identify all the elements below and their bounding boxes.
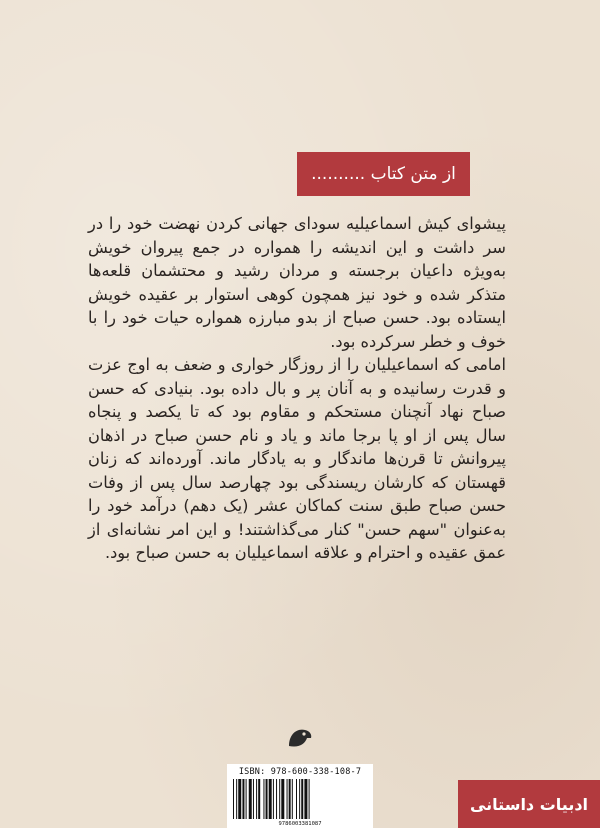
barcode-bars [233, 779, 367, 819]
excerpt-banner-label: از متن کتاب .......... [311, 164, 456, 184]
excerpt-paragraph-1: پیشوای کیش اسماعیلیه سودای جهانی کردن نهضت خود را در سر داشت و این اندیشه را همواره در جمع پیروان خویش به‌ویژه داعیان برجسته و مردان رشید و محتشمان قلعه‌ها متذکر شده و خود نیز همچون کوهی استوار بر عقیده خویش ایستاده بود. حسن صباح از بدو مبارزه همواره حیات خود را با خوف و خطر سرکرده بود. [88, 214, 506, 351]
excerpt-paragraph-2: امامی که اسماعیلیان را از روزگار خواری و ضعف به اوج عزت و قدرت رسانیده و به آنان پر و بال داده بود. بنیادی که حسن صباح نهاد آنچنان مستحکم و مقاوم بود که تا یکصد و پنجاه سال پس از او پا برجا ماند و یاد و نام حسن صباح در اذهان پیروانش تا قرن‌ها ماندگار و به یادگار ماند. آورده‌اند که زنان قهستان که کارشان ریسندگی بود چهارصد سال پس از وفات حسن صباح طبق سنت کماکان عشر (یک دهم) درآمد خود را به‌عنوان "سهم حسن" کنار می‌گذاشتند! و این امر نشانه‌ای از عمق عقیده و احترام و علاقه اسماعیلیان به حسن صباح بود. [88, 355, 506, 562]
bird-logo-icon [285, 724, 313, 752]
isbn-text: ISBN: 978-600-338-108-7 [238, 767, 362, 777]
barcode-number: 9786003381087 [278, 821, 322, 827]
series-label [458, 780, 600, 828]
excerpt-banner [297, 152, 470, 196]
book-excerpt [88, 212, 506, 565]
barcode [227, 764, 373, 828]
series-label-text: ادبیات داستانی [469, 794, 589, 814]
